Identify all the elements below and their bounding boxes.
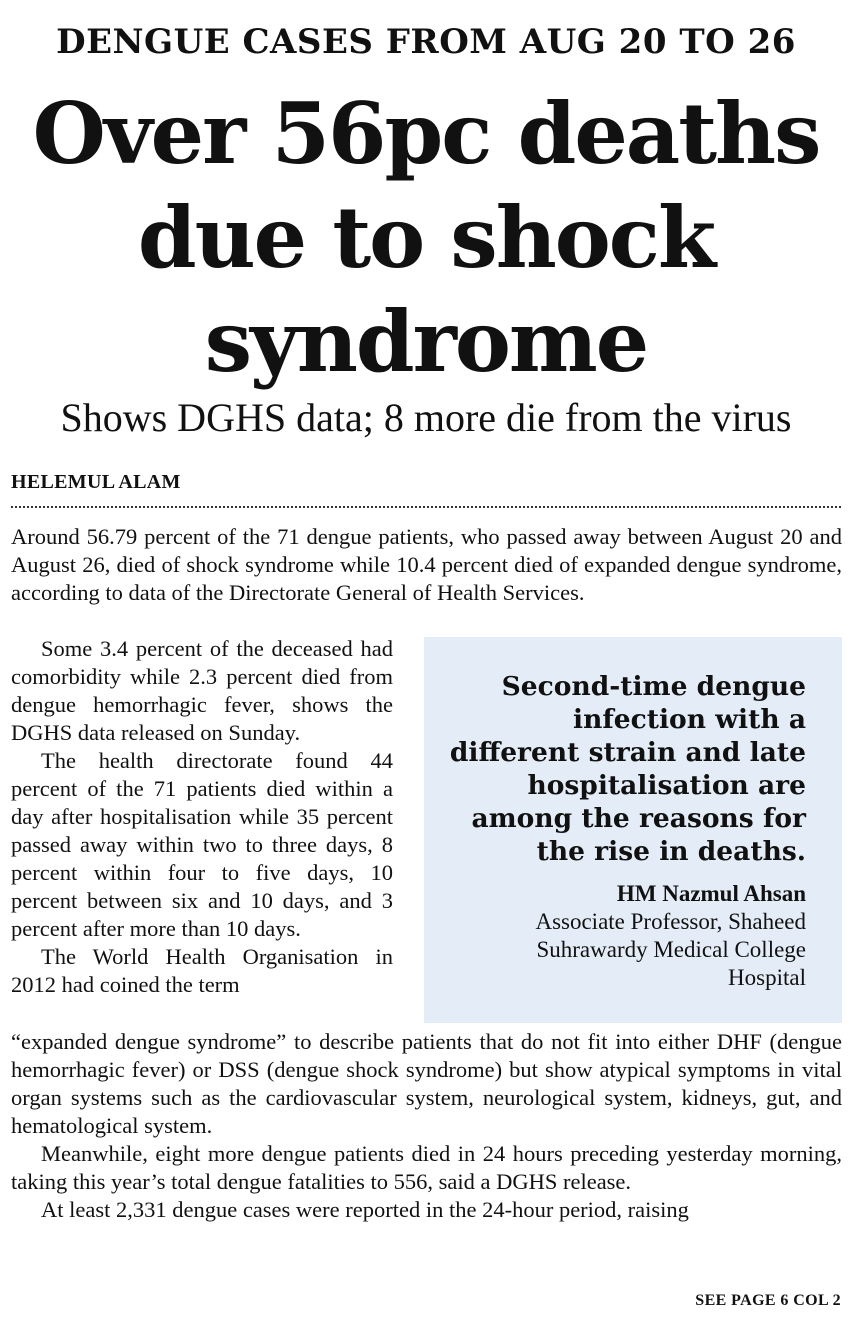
- jump-line: SEE PAGE 6 COL 2: [695, 1292, 841, 1309]
- paragraph-hospitalisation: The health directorate found 44 percent of the 71 patients died within a day after hospitalisation while 35 percent passed away within two to three days, 8 percent within four to five days, 10 percent between six and 10 days, and 3 percent after more than 10 days.: [11, 748, 393, 941]
- subheadline: Shows DGHS data; 8 more die from the virus: [60, 395, 792, 440]
- pull-quote-text: Second-time dengue infection with a different strain and late hospitalisation are among the reasons for the rise in deaths.: [449, 671, 806, 867]
- paragraph-comorbidity: Some 3.4 percent of the deceased had comorbidity while 2.3 percent died from dengue hemorrhagic fever, shows the DGHS data released on Sunday.: [11, 636, 393, 745]
- paragraph-fatalities: Meanwhile, eight more dengue patients died in 24 hours preceding yesterday morning, taking this year’s total dengue fatalities to 556, said a DGHS release.: [11, 1141, 842, 1194]
- headline-line-3: syndrome: [204, 292, 648, 391]
- pull-quote-box: [424, 637, 842, 1023]
- pull-quote-author-title: Associate Professor, Shaheed Suhrawardy Medical College Hospital: [535, 909, 806, 990]
- article-continuation: [11, 1028, 842, 1224]
- paragraph-lead: Around 56.79 percent of the 71 dengue patients, who passed away between August 20 and August 26, died of shock syndrome while 10.4 percent died of expanded dengue syndrome, according to data of the Directorate General of Health Services.: [11, 524, 842, 605]
- paragraph-who-start: The World Health Organisation in 2012 had coined the term: [11, 944, 393, 997]
- headline: [0, 82, 852, 394]
- article-lead: [11, 523, 842, 607]
- paragraph-cases: At least 2,331 dengue cases were reported in the 24-hour period, raising: [41, 1197, 689, 1222]
- kicker: DENGUE CASES FROM AUG 20 TO 26: [56, 22, 796, 62]
- headline-line-1: Over 56pc deaths: [32, 84, 820, 183]
- article-column: [11, 635, 393, 999]
- paragraph-who-continued: “expanded dengue syndrome” to describe patients that do not fit into either DHF (dengue hemorrhagic fever) or DSS (dengue shock syndrome) but show atypical symptoms in vital organ systems such as the cardiovascular system, neurological system, kidneys, gut, and hematological system.: [11, 1029, 842, 1138]
- pull-quote-author: HM Nazmul Ahsan: [616, 881, 806, 906]
- headline-line-2: due to shock: [137, 188, 715, 287]
- byline: HELEMUL ALAM: [11, 471, 181, 493]
- byline-divider: [11, 506, 841, 508]
